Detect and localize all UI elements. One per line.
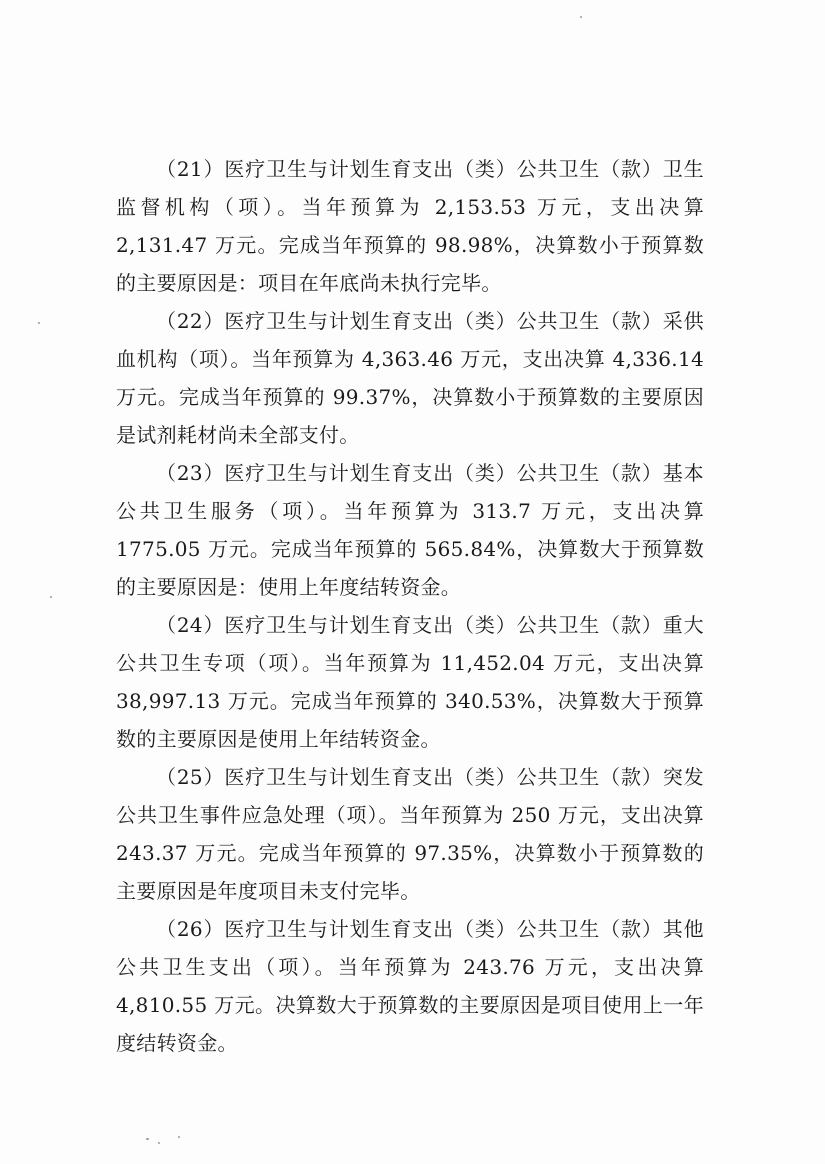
scan-speck: [146, 1138, 149, 1140]
scan-speck: [50, 596, 52, 598]
scan-speck: [178, 1136, 180, 1138]
scan-speck: [38, 322, 40, 324]
paragraph-item-23: （23）医疗卫生与计划生育支出（类）公共卫生（款）基本公共卫生服务（项）。当年预算为 313.7 万元，支出决算 1775.05 万元。完成当年预算的 565.84%，决算数大于预算数的主要原因是：使用上年度结转资金。: [116, 461, 704, 599]
paragraph-item-22: （22）医疗卫生与计划生育支出（类）公共卫生（款）采供血机构（项）。当年预算为 4,363.46 万元，支出决算 4,336.14 万元。完成当年预算的 99.37%，决算数小于预算数的主要原因是试剂耗材尚未全部支付。: [116, 309, 704, 447]
scan-speck: [580, 16, 582, 18]
paragraph-item-24: （24）医疗卫生与计划生育支出（类）公共卫生（款）重大公共卫生专项（项）。当年预算为 11,452.04 万元，支出决算 38,997.13 万元。完成当年预算的 340.53%，决算数大于预算数的主要原因是使用上年结转资金。: [116, 613, 704, 751]
paragraph-item-21: （21）医疗卫生与计划生育支出（类）公共卫生（款）卫生监督机构（项）。当年预算为 2,153.53 万元，支出决算 2,131.47 万元。完成当年预算的 98.98%，决算数小于预算数的主要原因是：项目在年底尚未执行完毕。: [116, 157, 704, 295]
paragraph-item-26: （26）医疗卫生与计划生育支出（类）公共卫生（款）其他公共卫生支出（项）。当年预算为 243.76 万元，支出决算 4,810.55 万元。决算数大于预算数的主要原因是项目使用上一年度结转资金。: [116, 917, 704, 1055]
scan-speck: [158, 1142, 160, 1144]
document-body: [116, 150, 704, 1062]
paragraph-item-25: （25）医疗卫生与计划生育支出（类）公共卫生（款）突发公共卫生事件应急处理（项）。当年预算为 250 万元，支出决算 243.37 万元。完成当年预算的 97.35%，决算数小于预算数的主要原因是年度项目未支付完毕。: [116, 765, 704, 903]
